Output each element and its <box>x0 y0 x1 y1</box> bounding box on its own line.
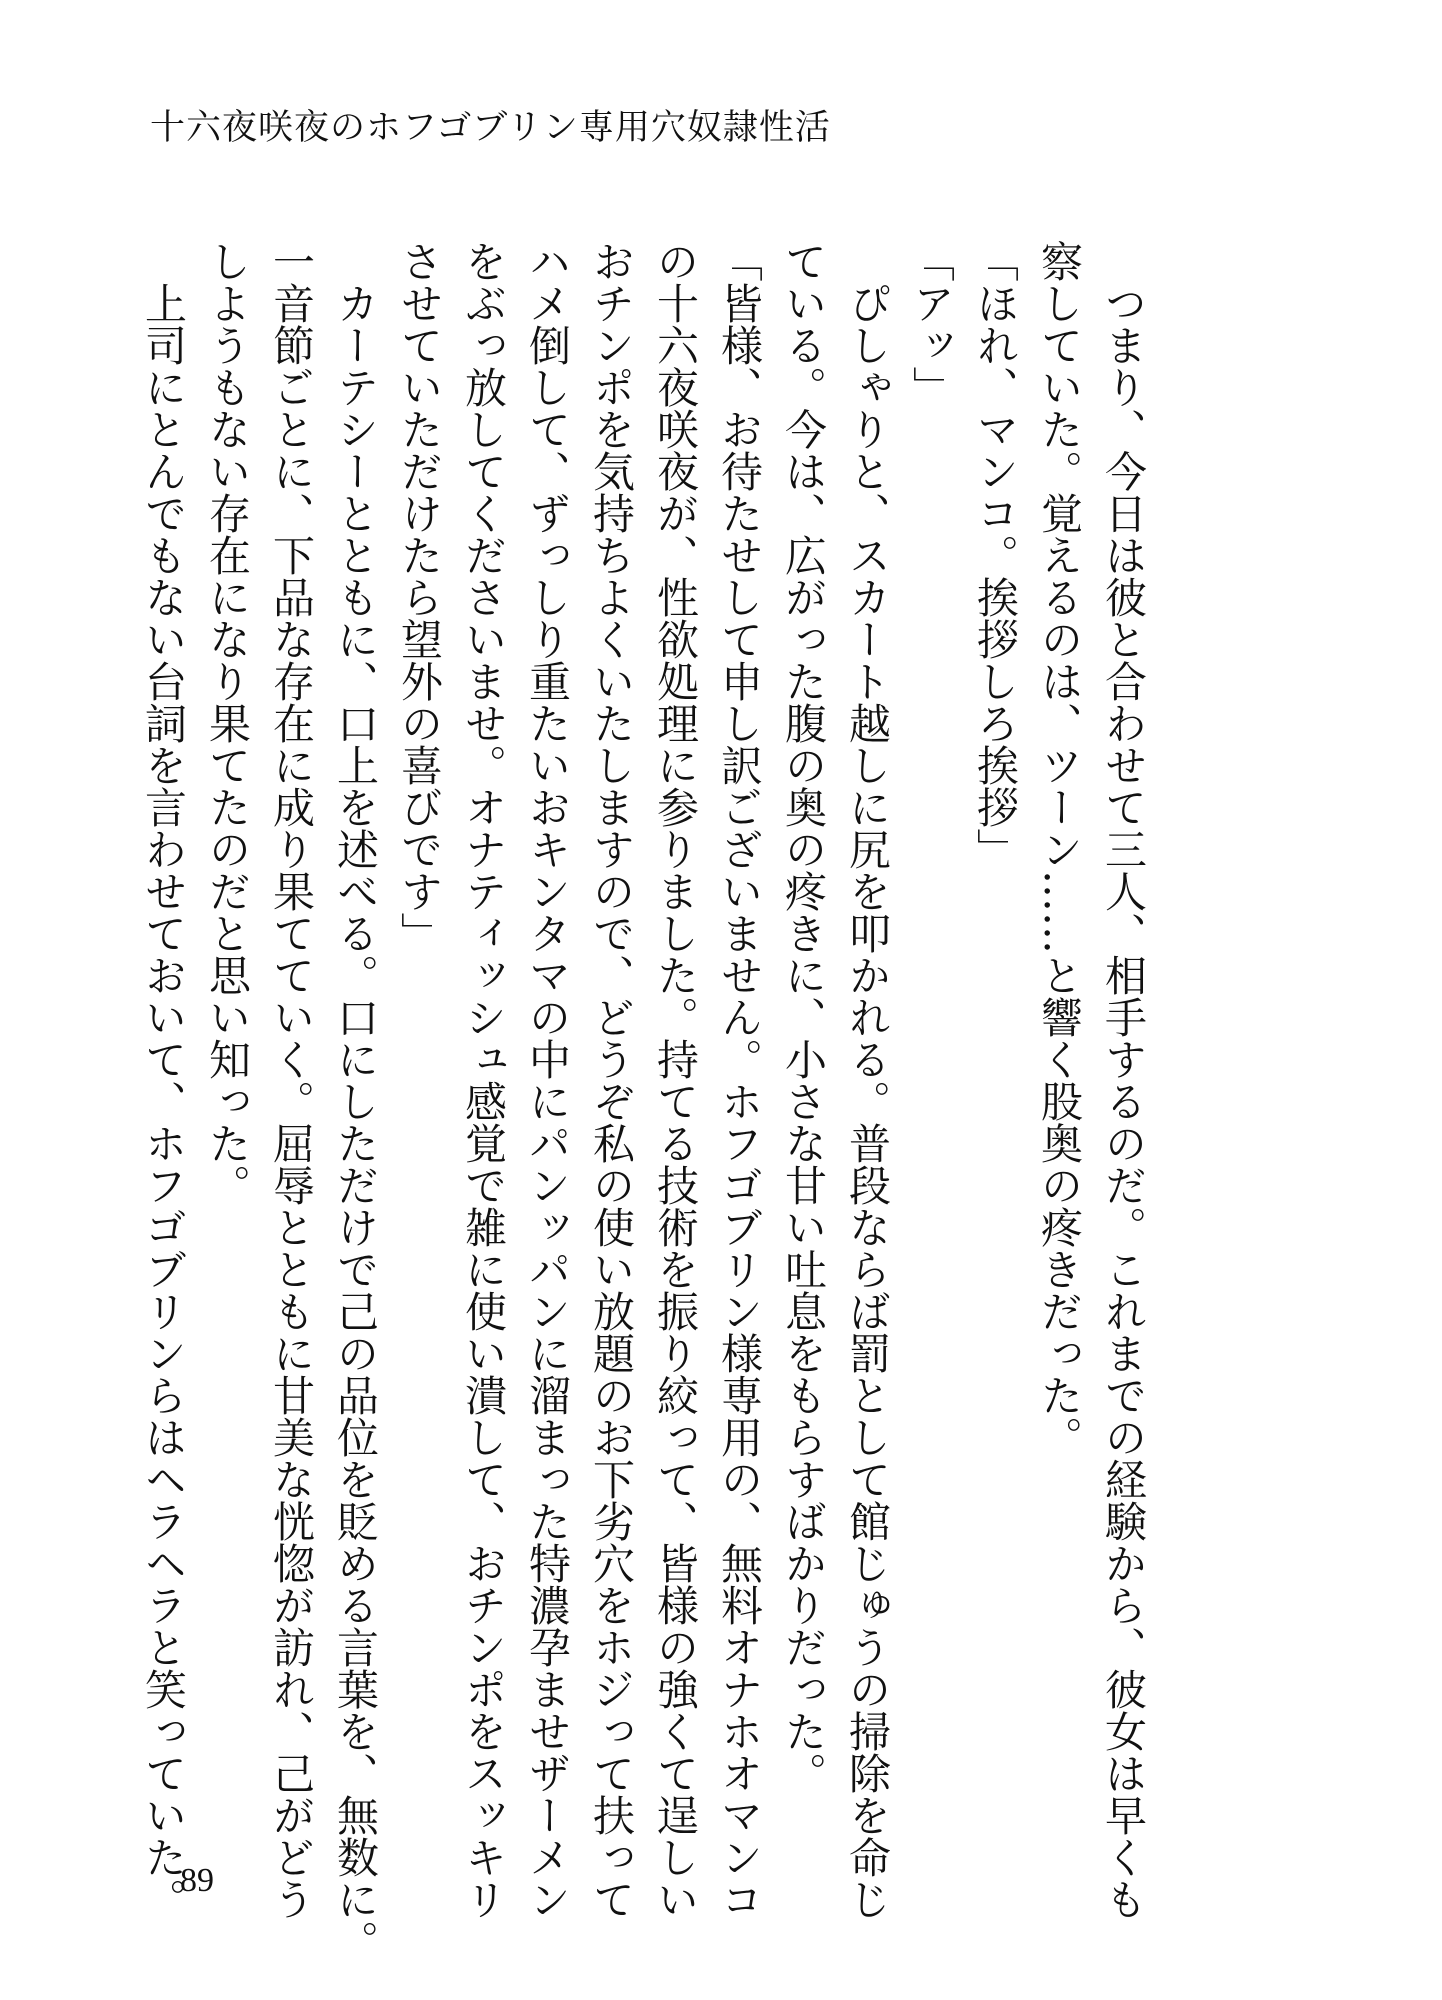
text-line: しようもない存在になり果てたのだと思い知った。 <box>203 240 252 1206</box>
text-line: おチンポを気持ちよくいたしますので、どうぞ私の使い放題のお下劣穴をホジって扶って <box>587 240 636 1920</box>
text-line: 「皆様、お待たせして申し訳ございません。ホフゴブリン様専用の、無料オナホオマンコ <box>715 240 764 1920</box>
running-head-title: 十六夜咲夜のホフゴブリン専用穴奴隷性活 <box>150 108 831 148</box>
text-line: 「アッ」 <box>907 240 956 408</box>
text-line: ハメ倒して、ずっしり重たいおキンタマの中にパンッパンに溜まった特濃孕ませザーメン <box>523 240 572 1920</box>
text-line: ている。今は、広がった腹の奥の疼きに、小さな甘い吐息をもらすばかりだった。 <box>779 240 828 1794</box>
text-line: 一音節ごとに、下品な存在に成り果てていく。屈辱とともに甘美な恍惚が訪れ、己がどう <box>267 240 316 1920</box>
text-line: 「ほれ、マンコ。挨拶しろ挨拶」 <box>971 240 1020 870</box>
page-number: 89 <box>180 1862 214 1899</box>
text-line: 察していた。覚えるのは、ツーン……と響く股奥の疼きだった。 <box>1035 240 1084 1458</box>
text-line: カーテシーとともに、口上を述べる。口にしただけで己の品位を貶める言葉を、無数に。 <box>331 282 380 1962</box>
text-line: をぶっ放してくださいませ。オナティッシュ感覚で雑に使い潰して、おチンポをスッキリ <box>459 240 508 1920</box>
text-line: の十六夜咲夜が、性欲処理に参りました。持てる技術を振り絞って、皆様の強くて逞しい <box>651 240 700 1920</box>
text-line: つまり、今日は彼と合わせて三人、相手するのだ。これまでの経験から、彼女は早くも <box>1099 282 1148 1920</box>
text-line: 上司にとんでもない台詞を言わせておいて、ホフゴブリンらはヘラヘラと笑っていた。 <box>139 282 188 1920</box>
text-line: ぴしゃりと、スカート越しに尻を叩かれる。普段ならば罰として館じゅうの掃除を命じ <box>843 282 892 1920</box>
text-line: させていただけたら望外の喜びです」 <box>395 240 444 954</box>
